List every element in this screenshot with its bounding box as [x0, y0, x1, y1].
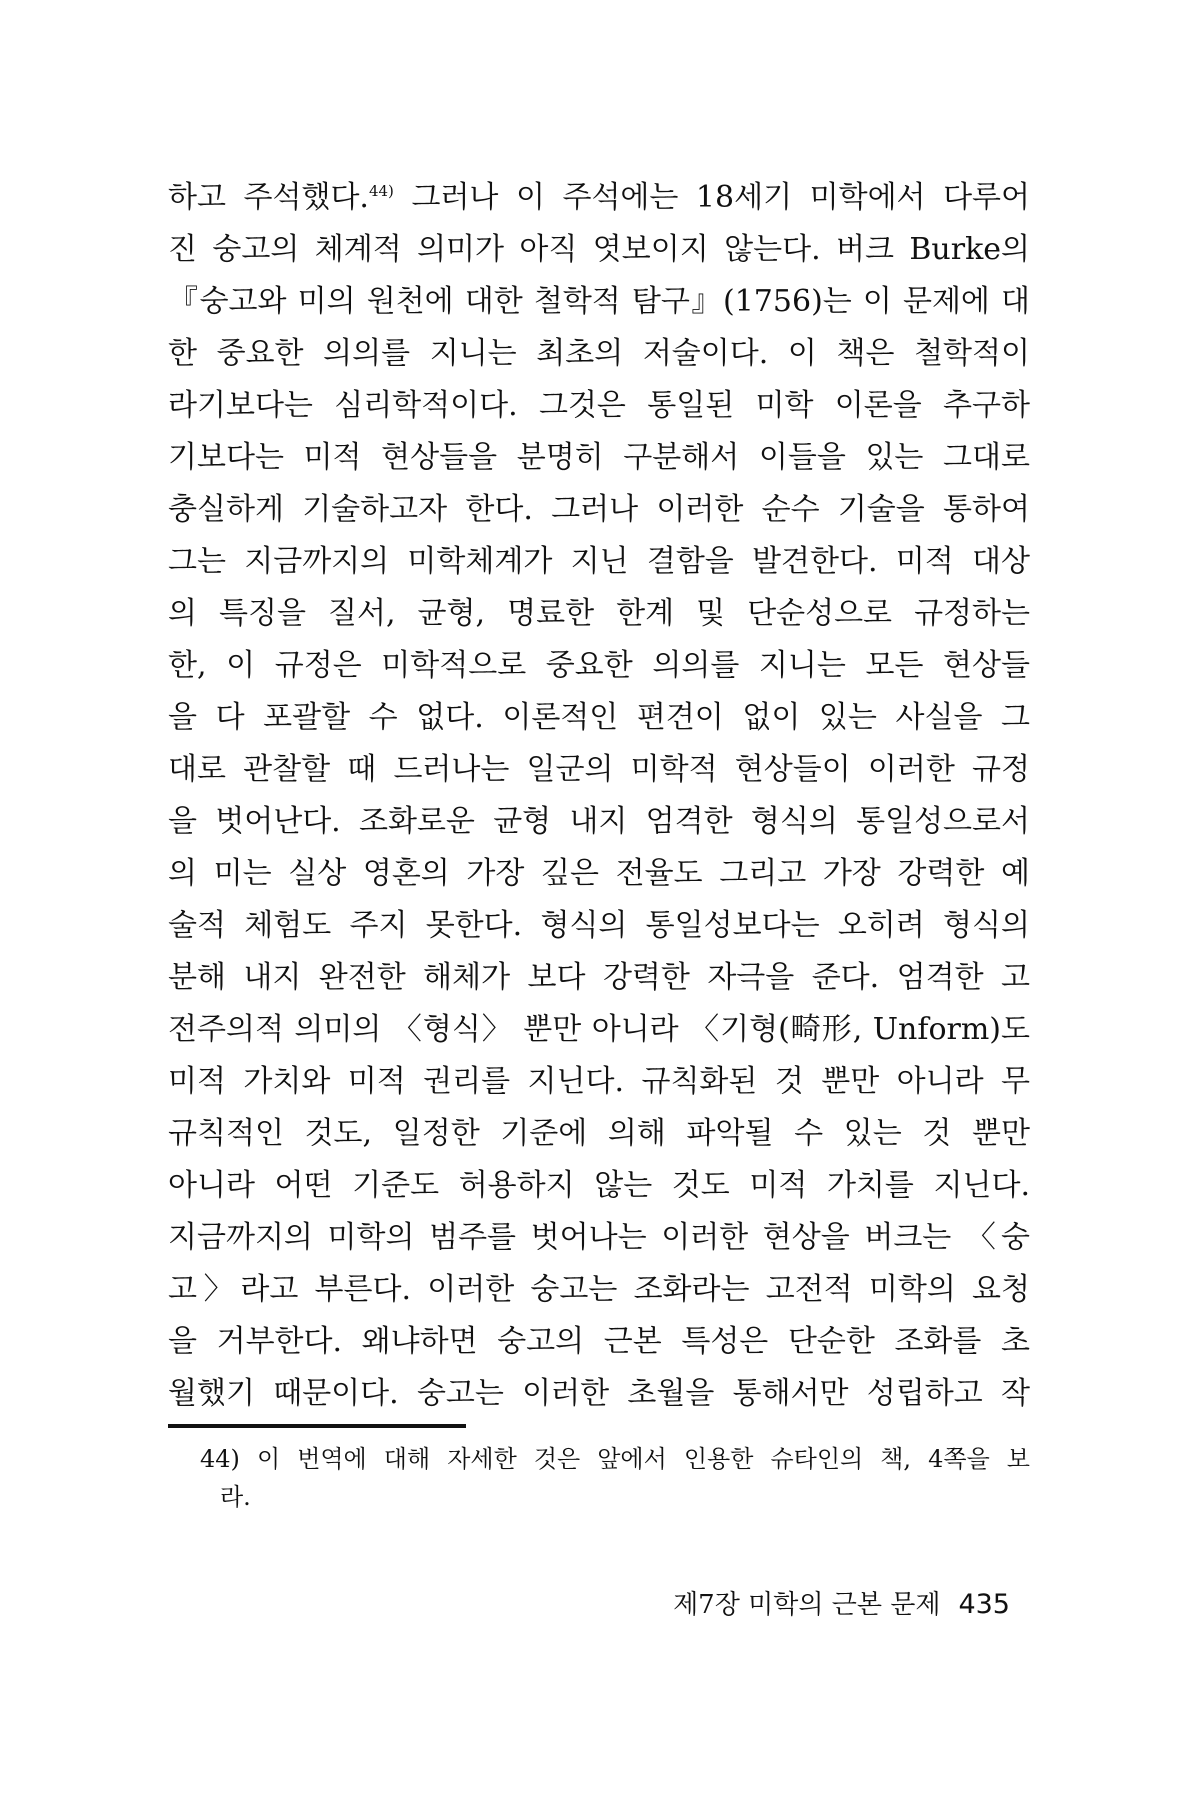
text-line: 분해 내지 완전한 해체가 보다 강력한 자극을 준다. 엄격한 고 — [168, 960, 1030, 995]
text-line: 진 숭고의 체계적 의미가 아직 엿보이지 않는다. 버크 Burke의 — [168, 232, 1030, 267]
text-line: 한, 이 규정은 미학적으로 중요한 의의를 지니는 모든 현상들 — [168, 648, 1030, 683]
text-line: 미적 가치와 미적 권리를 지닌다. 규칙화된 것 뿐만 아니라 무 — [168, 1064, 1030, 1099]
text-line-1-cont: 그러나 이 주석에는 18세기 미학에서 다루어 — [411, 180, 1031, 215]
footnote — [200, 1440, 1030, 1516]
page-number: 435 — [958, 1589, 1010, 1620]
text-line: 그는 지금까지의 미학체계가 지닌 결함을 발견한다. 미적 대상 — [168, 544, 1030, 579]
text-line: 의 미는 실상 영혼의 가장 깊은 전율도 그리고 가장 강력한 예 — [168, 856, 1030, 891]
text-line: 의 특징을 질서, 균형, 명료한 한계 및 단순성으로 규정하는 — [168, 596, 1030, 631]
text-line-1 — [168, 172, 1030, 224]
text-line: 라기보다는 심리학적이다. 그것은 통일된 미학 이론을 추구하 — [168, 388, 1030, 423]
text-line: 『숭고와 미의 원천에 대한 철학적 탐구』(1756)는 이 문제에 대 — [168, 284, 1030, 319]
text-line: 한 중요한 의의를 지니는 최초의 저술이다. 이 책은 철학적이 — [168, 336, 1030, 371]
text-line-1-text: 하고 주석했다. — [168, 180, 369, 215]
text-line: 고〉라고 부른다. 이러한 숭고는 조화라는 고전적 미학의 요청 — [168, 1272, 1030, 1307]
text-line: 전주의적 의미의 〈형식〉 뿐만 아니라 〈기형(畸形, Unform)도 — [168, 1012, 1030, 1047]
text-line: 기보다는 미적 현상들을 분명히 구분해서 이들을 있는 그대로 — [168, 440, 1030, 475]
text-line: 규칙적인 것도, 일정한 기준에 의해 파악될 수 있는 것 뿐만 — [168, 1116, 1030, 1151]
footnote-line-2: 라. — [220, 1483, 251, 1511]
chapter-title: 제7장 미학의 근본 문제 — [673, 1590, 941, 1620]
text-line: 지금까지의 미학의 범주를 벗어나는 이러한 현상을 버크는 〈숭 — [168, 1220, 1030, 1255]
footnote-divider — [168, 1424, 466, 1428]
text-line: 술적 체험도 주지 못한다. 형식의 통일성보다는 오히려 형식의 — [168, 908, 1030, 943]
text-line: 월했기 때문이다. 숭고는 이러한 초월을 통해서만 성립하고 작 — [168, 1376, 1030, 1411]
text-line: 대로 관찰할 때 드러나는 일군의 미학적 현상들이 이러한 규정 — [168, 752, 1030, 787]
text-line: 을 벗어난다. 조화로운 균형 내지 엄격한 형식의 통일성으로서 — [168, 804, 1030, 839]
text-line: 아니라 어떤 기준도 허용하지 않는 것도 미적 가치를 지닌다. — [168, 1168, 1030, 1203]
footnote-line-1: 44) 이 번역에 대해 자세한 것은 앞에서 인용한 슈타인의 책, 4쪽을 보 — [200, 1445, 1030, 1473]
text-line: 을 거부한다. 왜냐하면 숭고의 근본 특성은 단순한 조화를 초 — [168, 1324, 1030, 1359]
text-line: 충실하게 기술하고자 한다. 그러나 이러한 순수 기술을 통하여 — [168, 492, 1030, 527]
running-footer — [673, 1588, 1010, 1622]
footnote-reference: 44) — [368, 182, 394, 200]
text-line: 을 다 포괄할 수 없다. 이론적인 편견이 없이 있는 사실을 그 — [168, 700, 1030, 735]
body-text — [168, 172, 1030, 1420]
